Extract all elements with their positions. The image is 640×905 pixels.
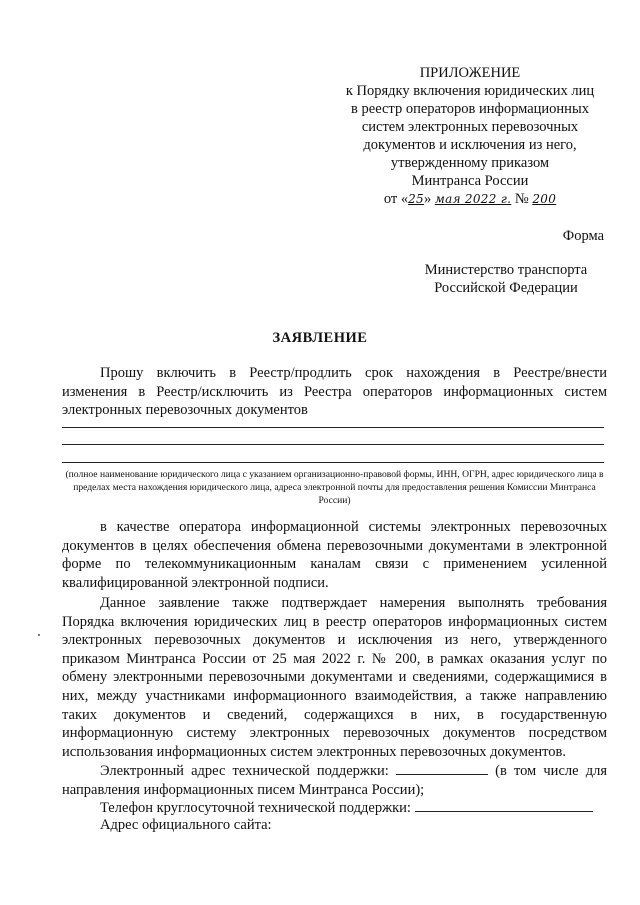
- confirmation-paragraph: Данное заявление также подтверждает намерения выполнять требования Порядка включения юридических лиц в реестр операторов информационных систем электронных перевозочных документов и исключения из него, утвержденного приказом Минтранса России от 25 мая 2022 г. № 200, в рамках оказания услуг по обмену электронными перевозочными документами и сведениями, содержащимися в них, между участниками информационного взаимодействия, а также направлению таких документов и сведений, содержащихся в них, в государственную информационную систему электронных перевозочных документов посредством использования информационных систем электронных перевозочных документов.: [62, 595, 607, 760]
- date-prefix: от «: [383, 191, 409, 207]
- website-field: [62, 816, 607, 835]
- order-date-line: [330, 190, 610, 208]
- support-phone-field: [62, 798, 607, 818]
- appendix-line: к Порядку включения юридических лиц: [345, 83, 595, 99]
- appendix-header: [330, 64, 610, 208]
- date-mid: »: [423, 191, 432, 207]
- form-label: Форма: [562, 228, 604, 244]
- recipient-block: [396, 261, 616, 297]
- blank-note: (полное наименование юридического лица с указанием организационно-правовой формы, ИНН, ОГРН, адрес юридического лица в пределах места нахождения юридического лица, адреса электронной почты для предоставления решения Комиссии Минтранса России): [65, 469, 604, 506]
- blank-line: [62, 427, 604, 428]
- appendix-line: в реестр операторов информационных: [351, 101, 589, 117]
- scan-speck: [38, 634, 40, 636]
- blank-line: [62, 444, 604, 445]
- date-rest: мая 2022 г.: [434, 192, 512, 206]
- appendix-line: документов и исключения из него,: [363, 137, 577, 153]
- support-email-input[interactable]: [396, 761, 488, 775]
- blank-line: [62, 462, 604, 463]
- number-label: №: [514, 191, 529, 207]
- recipient-line: Министерство транспорта: [424, 262, 588, 278]
- appendix-title: ПРИЛОЖЕНИЕ: [419, 65, 521, 81]
- recipient-line: Российской Федерации: [434, 280, 578, 296]
- document-title: ЗАЯВЛЕНИЕ: [272, 330, 368, 346]
- support-email-label: Электронный адрес технической поддержки:: [100, 763, 389, 779]
- number-value: 200: [532, 192, 557, 206]
- support-phone-input[interactable]: [415, 798, 593, 812]
- support-phone-label: Телефон круглосуточной технической поддержки:: [100, 800, 411, 816]
- request-paragraph: Прошу включить в Реестр/продлить срок нахождения в Реестре/внести изменения в Реестр/исключить из Реестра операторов информационных систем электронных перевозочных документов: [62, 365, 607, 419]
- support-email-field: [62, 761, 607, 799]
- appendix-line: систем электронных перевозочных: [361, 119, 579, 135]
- appendix-line: Минтранса России: [411, 173, 529, 189]
- date-day: 25: [408, 192, 424, 206]
- appendix-line: утвержденному приказом: [390, 155, 550, 171]
- operator-paragraph: в качестве оператора информационной системы электронных перевозочных документов в целях обеспечения обмена перевозочными документами в электронной форме по телекоммуникационным каналам связи с применением усиленной квалифицированной электронной подписи.: [62, 519, 607, 591]
- website-label: Адрес официального сайта:: [100, 817, 272, 833]
- support-email-note: (в том числе для направления информационных писем Минтранса России);: [62, 763, 607, 798]
